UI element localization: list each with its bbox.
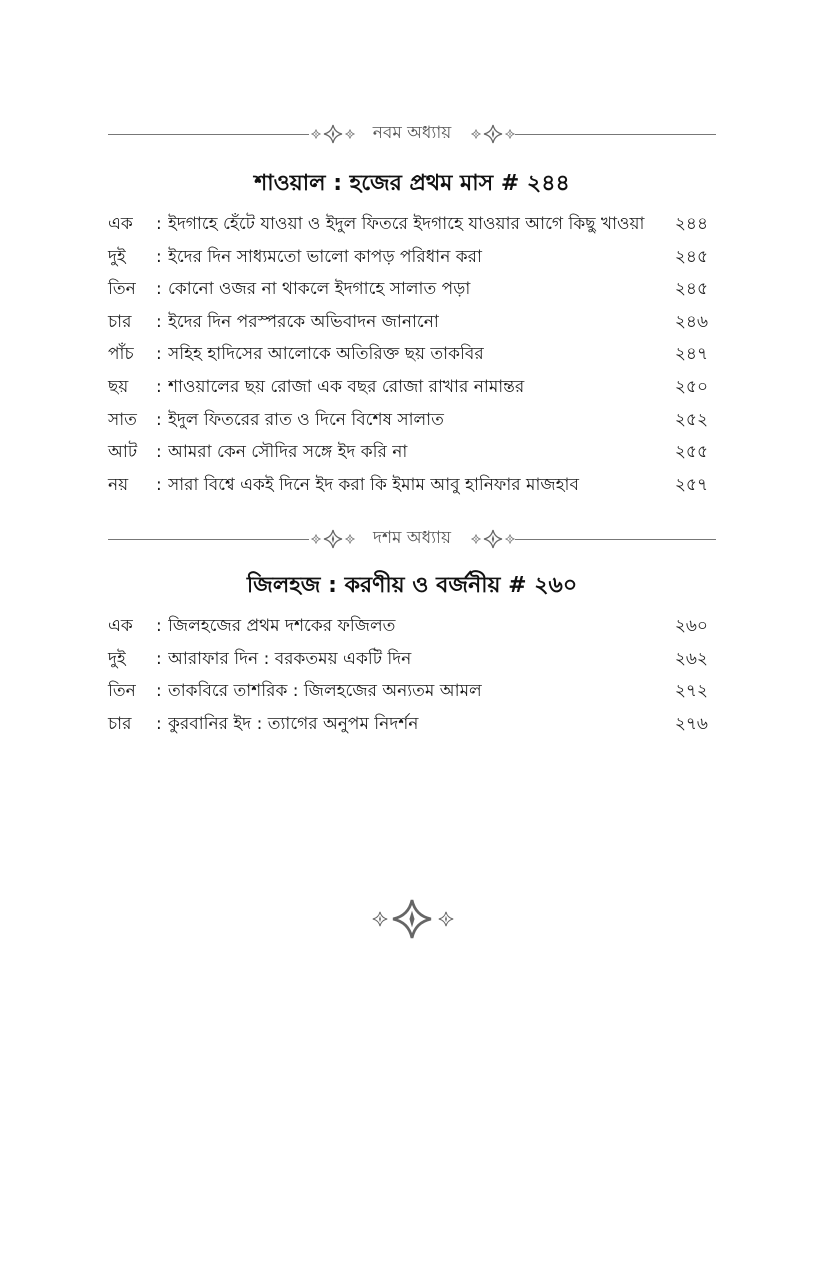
toc-row[interactable]	[108, 274, 716, 307]
item-page: ২৭৬	[674, 713, 708, 734]
separator: :	[156, 214, 162, 234]
item-page: ২৪৬	[674, 311, 708, 332]
item-number: এক	[108, 214, 133, 234]
item-number: চার	[108, 311, 132, 332]
item-page: ২৭২	[674, 681, 708, 702]
toc-row[interactable]	[108, 242, 716, 275]
item-page: ২৪৪	[674, 214, 708, 234]
separator: :	[156, 713, 162, 734]
item-page: ২৫০	[674, 376, 708, 397]
item-number: আট	[108, 442, 138, 463]
item-title: কোনো ওজর না থাকলে ইদগাহে সালাত পড়া	[168, 279, 471, 300]
toc-row[interactable]	[108, 405, 716, 438]
separator: :	[156, 409, 162, 430]
item-number: চার	[108, 713, 132, 734]
item-title: জিলহজের প্রথম দশকের ফজিলত	[168, 616, 396, 636]
separator: :	[156, 246, 162, 267]
item-page: ২৪৫	[674, 279, 708, 300]
toc-row[interactable]	[108, 307, 716, 340]
item-page: ২৫৭	[674, 474, 708, 495]
separator: :	[156, 648, 162, 669]
item-number: দুই	[108, 246, 126, 267]
item-title: ইদুল ফিতরের রাত ও দিনে বিশেষ সালাত	[168, 409, 444, 430]
item-page: ২৪৫	[674, 246, 708, 267]
chapter-title: জিলহজ : করণীয় ও বর্জনীয় # ২৬০	[246, 573, 578, 598]
rule-line	[108, 539, 309, 540]
separator: :	[156, 279, 162, 300]
toc-row[interactable]	[108, 339, 716, 372]
chapter-heading-rule	[108, 527, 716, 551]
toc-row[interactable]	[108, 209, 716, 242]
rule-line	[515, 539, 716, 540]
item-number: তিন	[108, 681, 136, 702]
separator: :	[156, 474, 162, 495]
item-page: ২৪৭	[674, 344, 708, 365]
item-title: ইদগাহে হেঁটে যাওয়া ও ইদুল ফিতরে ইদগাহে যাওয়ার আগে কিছু খাওয়া	[168, 214, 645, 234]
separator: :	[156, 616, 162, 636]
ornament-icon	[469, 527, 515, 551]
item-number: ছয়	[108, 376, 129, 397]
item-title: ইদের দিন সাধ্যমতো ভালো কাপড় পরিধান করা	[168, 246, 482, 267]
item-number: দুই	[108, 648, 126, 669]
ornament-icon	[309, 122, 355, 146]
item-title: সারা বিশ্বে একই দিনে ইদ করা কি ইমাম আবু হানিফার মাজহাব	[168, 474, 579, 495]
separator: :	[156, 681, 162, 702]
toc-row[interactable]	[108, 709, 716, 742]
chapter-title: শাওয়াল : হজের প্রথম মাস # ২৪৪	[254, 171, 570, 196]
separator: :	[156, 376, 162, 397]
item-title: আমরা কেন সৌদির সঙ্গে ইদ করি না	[168, 442, 408, 463]
separator: :	[156, 442, 162, 463]
toc-list	[108, 209, 716, 502]
item-title: কুরবানির ইদ : ত্যাগের অনুপম নিদর্শন	[168, 713, 419, 734]
toc-row[interactable]	[108, 470, 716, 503]
item-title: তাকবিরে তাশরিক : জিলহজের অন্যতম আমল	[168, 681, 482, 702]
toc-row[interactable]	[108, 644, 716, 677]
section-end-ornament-icon	[370, 898, 456, 940]
item-title: সহিহ হাদিসের আলোকে অতিরিক্ত ছয় তাকবির	[168, 344, 484, 365]
chapter-heading-rule	[108, 122, 716, 146]
item-number: তিন	[108, 279, 136, 300]
toc-row[interactable]	[108, 611, 716, 644]
item-page: ২৫২	[674, 409, 708, 430]
item-number: সাত	[108, 409, 137, 430]
rule-line	[515, 134, 716, 135]
item-number: পাঁচ	[108, 344, 134, 365]
item-page: ২৬০	[674, 616, 708, 636]
separator: :	[156, 311, 162, 332]
item-number: এক	[108, 616, 133, 636]
chapter-heading: নবম অধ্যায়	[372, 123, 452, 143]
toc-row[interactable]	[108, 437, 716, 470]
item-title: শাওয়ালের ছয় রোজা এক বছর রোজা রাখার নামান্তর	[168, 376, 525, 397]
item-number: নয়	[108, 474, 129, 495]
item-page: ২৬২	[674, 648, 708, 669]
toc-row[interactable]	[108, 372, 716, 405]
chapter-heading: দশম অধ্যায়	[373, 528, 451, 548]
toc-list	[108, 611, 716, 741]
item-title: ইদের দিন পরস্পরকে অভিবাদন জানানো	[168, 311, 439, 332]
rule-line	[108, 134, 309, 135]
item-page: ২৫৫	[674, 442, 708, 463]
ornament-icon	[309, 527, 355, 551]
separator: :	[156, 344, 162, 365]
item-title: আরাফার দিন : বরকতময় একটি দিন	[168, 648, 412, 669]
ornament-icon	[469, 122, 515, 146]
toc-row[interactable]	[108, 676, 716, 709]
